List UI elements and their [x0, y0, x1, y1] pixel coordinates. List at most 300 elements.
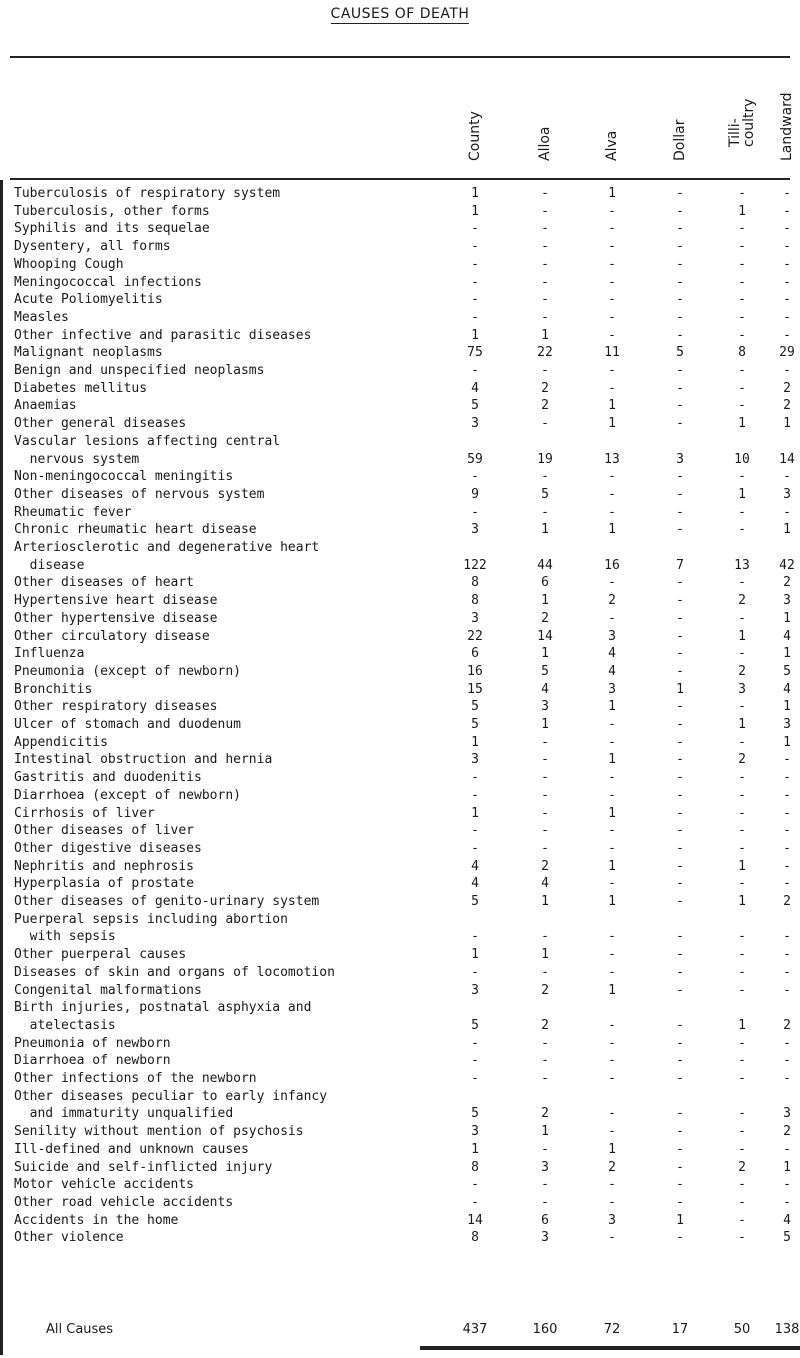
cell-value: 13: [604, 451, 620, 467]
cell-value: 8: [471, 1159, 479, 1175]
cell-value: -: [676, 858, 684, 874]
cell-value: -: [541, 256, 549, 272]
cell-value: -: [608, 292, 616, 308]
cell-value: 7: [676, 557, 684, 573]
cell-value: -: [738, 1141, 746, 1157]
table-row: [0, 1194, 800, 1212]
cell-value: -: [676, 699, 684, 715]
cell-value: 59: [467, 451, 483, 467]
cell-value: -: [608, 823, 616, 839]
cell-value: 1: [608, 858, 616, 874]
cell-value: 1: [738, 858, 746, 874]
cell-value: -: [608, 1053, 616, 1069]
cell-value: 1: [783, 1159, 791, 1175]
table-row: [0, 574, 800, 592]
cause-label: Cirrhosis of liver: [14, 805, 155, 821]
cell-value: 1: [608, 699, 616, 715]
cell-value: -: [676, 982, 684, 998]
cell-value: 1: [738, 203, 746, 219]
cell-value: 1: [541, 646, 549, 662]
cell-value: -: [676, 593, 684, 609]
total-value: 160: [532, 1322, 558, 1337]
cell-value: 2: [783, 380, 791, 396]
cell-value: -: [738, 186, 746, 201]
table-row: [0, 610, 800, 628]
cell-value: 5: [676, 345, 684, 361]
cause-label: Other diseases of liver: [14, 823, 195, 839]
cell-value: 16: [604, 557, 620, 573]
cell-value: -: [541, 363, 549, 378]
cell-value: 6: [541, 1212, 549, 1228]
cell-value: 2: [541, 982, 549, 998]
cell-value: -: [738, 770, 746, 786]
cell-value: -: [676, 840, 684, 856]
table-row: [0, 645, 800, 663]
cell-value: 2: [541, 398, 549, 414]
cell-value: -: [541, 469, 549, 485]
table-row: [0, 203, 800, 221]
cause-label: atelectasis: [14, 1017, 116, 1033]
cell-value: 5: [471, 894, 479, 909]
cell-value: 2: [738, 593, 746, 609]
cell-value: 3: [783, 593, 791, 609]
table-row: [0, 220, 800, 238]
cell-value: 3: [471, 752, 479, 768]
cell-value: 1: [541, 1124, 549, 1140]
cell-value: -: [676, 1106, 684, 1122]
table-row: [0, 1035, 800, 1053]
cause-label: Other road vehicle accidents: [14, 1194, 234, 1210]
cell-value: 4: [471, 858, 479, 874]
cell-value: 1: [676, 681, 684, 697]
cell-value: -: [676, 239, 684, 255]
cell-value: -: [738, 1177, 746, 1193]
cell-value: -: [783, 805, 791, 821]
cause-label: Other circulatory disease: [14, 628, 210, 644]
cell-value: 2: [783, 894, 791, 909]
cell-value: -: [738, 610, 746, 626]
cell-value: -: [608, 1230, 616, 1246]
cell-value: -: [738, 363, 746, 378]
cell-value: -: [608, 1194, 616, 1210]
cell-value: -: [541, 787, 549, 803]
cell-value: 1: [541, 894, 549, 909]
cell-value: -: [608, 203, 616, 219]
cell-value: -: [471, 221, 479, 237]
cell-value: -: [608, 274, 616, 290]
table-row: [0, 274, 800, 292]
table-row: [0, 1141, 800, 1159]
column-header-label: Landward: [779, 92, 795, 161]
table-row: [0, 291, 800, 309]
cell-value: 1: [471, 734, 479, 750]
cell-value: 8: [738, 345, 746, 361]
cause-label: Intestinal obstruction and hernia: [14, 752, 273, 768]
cell-value: -: [676, 734, 684, 750]
cell-value: -: [541, 1053, 549, 1069]
cell-value: 1: [471, 805, 479, 821]
table-row: [0, 946, 800, 964]
cause-label: Hypertensive heart disease: [14, 593, 218, 609]
column-header: [665, 60, 695, 175]
cell-value: 14: [467, 1212, 483, 1228]
cell-value: 44: [537, 557, 553, 573]
cell-value: 4: [608, 646, 616, 662]
cell-value: 6: [471, 646, 479, 662]
cell-value: 4: [541, 876, 549, 892]
cause-label: Tuberculosis of respiratory system: [14, 186, 281, 201]
cell-value: 3: [738, 681, 746, 697]
cell-value: 4: [783, 1212, 791, 1228]
cell-value: -: [676, 947, 684, 963]
cell-value: -: [676, 380, 684, 396]
cell-value: 5: [471, 1017, 479, 1033]
cell-value: -: [541, 1177, 549, 1193]
cell-value: -: [676, 1177, 684, 1193]
cell-value: -: [783, 203, 791, 219]
cell-value: -: [608, 1124, 616, 1140]
cell-value: -: [676, 964, 684, 980]
cause-label: Non-meningococcal meningitis: [14, 469, 234, 485]
cell-value: -: [471, 504, 479, 520]
cause-label: Other general diseases: [14, 416, 187, 432]
cell-value: -: [783, 858, 791, 874]
cell-value: -: [676, 363, 684, 378]
cell-value: -: [676, 398, 684, 414]
cell-value: -: [676, 1035, 684, 1051]
cell-value: -: [676, 416, 684, 432]
cell-value: 3: [783, 486, 791, 502]
cell-value: 1: [738, 416, 746, 432]
cell-value: 1: [783, 699, 791, 715]
cell-value: -: [783, 1141, 791, 1157]
cell-value: 3: [471, 416, 479, 432]
cause-label: and immaturity unqualified: [14, 1106, 234, 1122]
cell-value: 1: [541, 327, 549, 343]
cell-value: -: [471, 469, 479, 485]
cause-label: Other diseases of heart: [14, 575, 195, 591]
table-row: [0, 1229, 800, 1247]
cause-label: Pneumonia (except of newborn): [14, 663, 241, 679]
cell-value: 3: [783, 717, 791, 732]
cell-value: -: [738, 398, 746, 414]
cell-value: -: [676, 663, 684, 679]
cell-value: -: [738, 256, 746, 272]
cause-label: Syphilis and its sequelae: [14, 221, 210, 237]
table-row: [0, 362, 800, 380]
cell-value: -: [608, 380, 616, 396]
cell-value: -: [738, 787, 746, 803]
cell-value: -: [783, 1035, 791, 1051]
cell-value: -: [471, 1177, 479, 1193]
cell-value: 5: [471, 717, 479, 732]
table-row: [0, 911, 800, 929]
table-row: [0, 982, 800, 1000]
cell-value: -: [783, 186, 791, 201]
cell-value: -: [783, 504, 791, 520]
table-row: [0, 858, 800, 876]
cell-value: 3: [471, 982, 479, 998]
cell-value: 1: [783, 416, 791, 432]
cell-value: 29: [779, 345, 795, 361]
header-divider: [10, 178, 790, 180]
table-row: [0, 716, 800, 734]
cell-value: 2: [738, 752, 746, 768]
cause-label: Diarrhoea (except of newborn): [14, 787, 241, 803]
cell-value: -: [783, 1194, 791, 1210]
cell-value: -: [608, 327, 616, 343]
cell-value: -: [471, 929, 479, 945]
cell-value: -: [676, 876, 684, 892]
cell-value: -: [608, 770, 616, 786]
cell-value: -: [471, 840, 479, 856]
cause-label: Bronchitis: [14, 681, 93, 697]
cause-label: Other infections of the newborn: [14, 1071, 257, 1086]
cell-value: 5: [541, 663, 549, 679]
cell-value: 1: [608, 186, 616, 201]
cause-label: Congenital malformations: [14, 982, 202, 998]
cell-value: -: [738, 274, 746, 290]
cell-value: 4: [783, 628, 791, 644]
cell-value: -: [676, 717, 684, 732]
table-row: [0, 663, 800, 681]
cell-value: -: [608, 840, 616, 856]
cell-value: -: [676, 610, 684, 626]
cell-value: -: [738, 504, 746, 520]
column-header-label: Dollar: [672, 119, 688, 161]
table-row: [0, 805, 800, 823]
table-row: [0, 751, 800, 769]
cell-value: -: [541, 964, 549, 980]
cell-value: 1: [783, 610, 791, 626]
cell-value: -: [738, 1106, 746, 1122]
cell-value: -: [676, 823, 684, 839]
total-value: 72: [603, 1322, 621, 1337]
cell-value: -: [738, 221, 746, 237]
cell-value: -: [783, 876, 791, 892]
cell-value: -: [541, 274, 549, 290]
table-row: [0, 309, 800, 327]
cell-value: -: [783, 327, 791, 343]
column-header-label: Tilli- coultry: [727, 98, 757, 147]
cell-value: -: [471, 363, 479, 378]
cause-label: Diseases of skin and organs of locomotion: [14, 964, 335, 980]
cell-value: -: [738, 522, 746, 538]
table-row: [0, 1105, 800, 1123]
cell-value: -: [783, 1177, 791, 1193]
cell-value: -: [541, 840, 549, 856]
cell-value: -: [676, 1071, 684, 1086]
cell-value: 13: [734, 557, 750, 573]
cell-value: 2: [738, 1159, 746, 1175]
cell-value: 5: [471, 398, 479, 414]
cell-value: -: [541, 1071, 549, 1086]
cell-value: -: [676, 805, 684, 821]
table-row: [0, 1017, 800, 1035]
cell-value: -: [608, 717, 616, 732]
cell-value: -: [676, 504, 684, 520]
cell-value: -: [738, 964, 746, 980]
cell-value: -: [608, 1177, 616, 1193]
cell-value: -: [676, 646, 684, 662]
total-value: 17: [671, 1322, 689, 1337]
cell-value: -: [738, 646, 746, 662]
total-value: 138: [774, 1322, 800, 1337]
cell-value: -: [471, 1053, 479, 1069]
cell-value: 10: [734, 451, 750, 467]
table-row: [0, 521, 800, 539]
cell-value: -: [608, 309, 616, 325]
cell-value: -: [608, 1071, 616, 1086]
table-row: [0, 1088, 800, 1106]
cell-value: -: [738, 239, 746, 255]
cell-value: 2: [608, 1159, 616, 1175]
cell-value: -: [738, 309, 746, 325]
table-row: [0, 592, 800, 610]
table-row: [0, 1070, 800, 1088]
cell-value: -: [471, 309, 479, 325]
cell-value: 1: [541, 717, 549, 732]
cell-value: 2: [783, 1017, 791, 1033]
cell-value: 42: [779, 557, 795, 573]
cause-label: Chronic rheumatic heart disease: [14, 522, 257, 538]
table-row: [0, 468, 800, 486]
cause-label: Benign and unspecified neoplasms: [14, 363, 265, 378]
cell-value: 2: [783, 575, 791, 591]
cause-label: Hyperplasia of prostate: [14, 876, 195, 892]
cell-value: 1: [471, 186, 479, 201]
cell-value: -: [676, 894, 684, 909]
cell-value: 1: [608, 982, 616, 998]
cell-value: -: [608, 947, 616, 963]
cell-value: -: [541, 734, 549, 750]
cell-value: -: [676, 469, 684, 485]
cell-value: 3: [541, 1159, 549, 1175]
column-header: [727, 60, 757, 175]
cause-label: Arteriosclerotic and degenerative heart: [14, 540, 320, 555]
cell-value: -: [783, 947, 791, 963]
cause-label: Ulcer of stomach and duodenum: [14, 717, 241, 732]
table-row: [0, 1176, 800, 1194]
cell-value: -: [738, 876, 746, 892]
cell-value: -: [471, 256, 479, 272]
bottom-rule: [420, 1346, 800, 1350]
cell-value: 9: [471, 486, 479, 502]
cell-value: -: [783, 929, 791, 945]
cell-value: 122: [463, 557, 487, 573]
cause-label: Other violence: [14, 1230, 124, 1246]
cell-value: -: [738, 1124, 746, 1140]
cell-value: -: [783, 752, 791, 768]
cell-value: -: [541, 221, 549, 237]
cell-value: -: [676, 221, 684, 237]
cell-value: -: [471, 292, 479, 308]
cell-value: -: [783, 309, 791, 325]
cell-value: -: [676, 770, 684, 786]
cell-value: 19: [537, 451, 553, 467]
cell-value: 1: [738, 894, 746, 909]
cell-value: 14: [779, 451, 795, 467]
table-row: [0, 557, 800, 575]
cell-value: 1: [608, 805, 616, 821]
cell-value: -: [608, 1106, 616, 1122]
cell-value: -: [541, 186, 549, 201]
table-row: [0, 734, 800, 752]
cell-value: -: [608, 610, 616, 626]
cell-value: -: [608, 256, 616, 272]
cell-value: -: [738, 840, 746, 856]
cause-label: Malignant neoplasms: [14, 345, 163, 361]
cell-value: 1: [608, 522, 616, 538]
column-header-label: Alloa: [537, 126, 553, 161]
cell-value: 8: [471, 1230, 479, 1246]
cause-label: Whooping Cough: [14, 256, 124, 272]
cell-value: -: [783, 770, 791, 786]
cell-value: -: [783, 363, 791, 378]
cell-value: -: [738, 380, 746, 396]
all-causes-row: [0, 1322, 800, 1342]
cell-value: -: [676, 1159, 684, 1175]
cause-label: Meningococcal infections: [14, 274, 202, 290]
table-row: [0, 822, 800, 840]
cause-label: Vascular lesions affecting central: [14, 433, 281, 449]
cell-value: -: [783, 292, 791, 308]
column-header: [597, 60, 627, 175]
cell-value: 4: [541, 681, 549, 697]
cell-value: 1: [608, 416, 616, 432]
table-row: [0, 397, 800, 415]
cell-value: -: [738, 1230, 746, 1246]
cell-value: -: [608, 876, 616, 892]
cause-label: Other infective and parasitic diseases: [14, 327, 312, 343]
column-header: [460, 60, 490, 175]
cell-value: 1: [738, 628, 746, 644]
cause-label: Nephritis and nephrosis: [14, 858, 195, 874]
cell-value: -: [783, 1071, 791, 1086]
cell-value: 1: [471, 947, 479, 963]
cell-value: -: [608, 504, 616, 520]
cell-value: 2: [541, 1106, 549, 1122]
cell-value: -: [471, 823, 479, 839]
cell-value: -: [738, 1212, 746, 1228]
cell-value: -: [608, 575, 616, 591]
cause-label: Birth injuries, postnatal asphyxia and: [14, 1000, 312, 1016]
cell-value: 8: [471, 593, 479, 609]
cell-value: -: [608, 239, 616, 255]
cell-value: -: [608, 486, 616, 502]
cell-value: 5: [471, 1106, 479, 1122]
cell-value: -: [676, 1194, 684, 1210]
cell-value: 1: [541, 593, 549, 609]
cell-value: 1: [783, 646, 791, 662]
cause-label: Tuberculosis, other forms: [14, 203, 210, 219]
cell-value: 3: [676, 451, 684, 467]
cause-label: Diarrhoea of newborn: [14, 1053, 171, 1069]
cell-value: -: [783, 982, 791, 998]
table-row: [0, 380, 800, 398]
table-row: [0, 787, 800, 805]
cell-value: -: [608, 1017, 616, 1033]
cell-value: 4: [471, 380, 479, 396]
table-row: [0, 1159, 800, 1177]
table-row: [0, 486, 800, 504]
cell-value: 1: [471, 327, 479, 343]
cell-value: 1: [608, 398, 616, 414]
cell-value: -: [471, 1035, 479, 1051]
cell-value: 1: [541, 522, 549, 538]
cell-value: -: [541, 1035, 549, 1051]
cell-value: -: [541, 416, 549, 432]
